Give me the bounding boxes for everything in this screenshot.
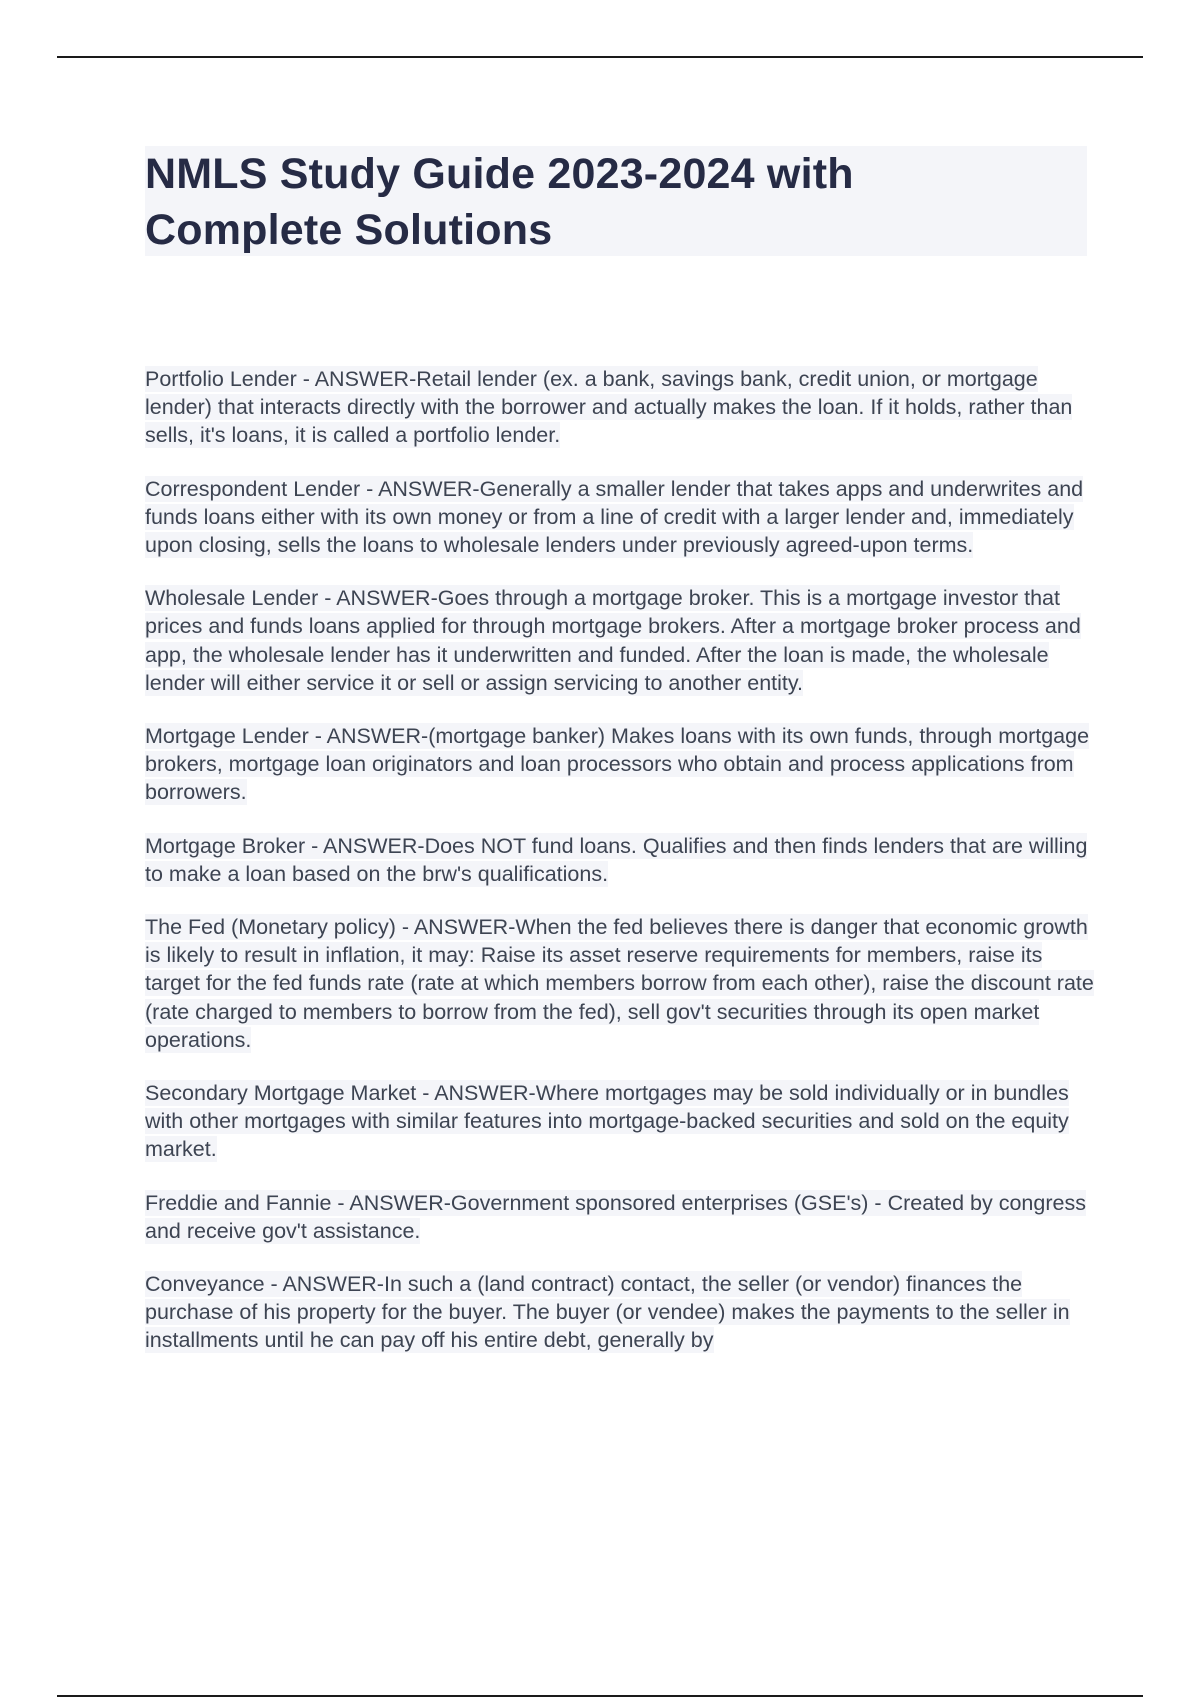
entry-mortgage-broker	[145, 832, 1095, 888]
entry-freddie-and-fannie	[145, 1189, 1095, 1245]
entry-correspondent-lender	[145, 475, 1095, 560]
entry-wholesale-lender	[145, 584, 1095, 697]
entry-the-fed	[145, 913, 1095, 1054]
title-block	[145, 146, 1087, 256]
entry-text: Correspondent Lender - ANSWER-Generally a smaller lender that takes apps and underwrites and funds loans either with its own money or from a line of credit with a larger lender and, immediately upon closing, sells the loans to wholesale lenders under previously agreed-upon terms.	[145, 476, 1084, 558]
title-line-2: Complete Solutions	[145, 206, 553, 254]
document-title	[145, 146, 1087, 258]
title-line-1: NMLS Study Guide 2023-2024 with	[145, 150, 854, 198]
bottom-rule	[57, 1695, 1143, 1697]
entry-secondary-mortgage-market	[145, 1079, 1095, 1164]
entry-text: Mortgage Lender - ANSWER-(mortgage banker) Makes loans with its own funds, through mortgage brokers, mortgage loan originators and loan processors who obtain and process applications from borrowers.	[145, 724, 1090, 805]
top-rule	[57, 56, 1143, 58]
entry-portfolio-lender	[145, 365, 1095, 450]
entry-text: Mortgage Broker - ANSWER-Does NOT fund loans. Qualifies and then finds lenders that are willing to make a loan based on the brw's qualifications.	[145, 833, 1088, 886]
entry-text: Secondary Mortgage Market - ANSWER-Where mortgages may be sold individually or in bundles with other mortgages with similar features into mortgage-backed securities and sold on the equity market.	[145, 1081, 1069, 1162]
entry-text: Portfolio Lender - ANSWER-Retail lender (ex. a bank, savings bank, credit union, or mortgage lender) that interacts directly with the borrower and actually makes the loan. If it holds, rather than sells, it's loans, it is called a portfolio lender.	[145, 367, 1073, 448]
study-entries	[145, 365, 1095, 1380]
entry-text: Freddie and Fannie - ANSWER-Government sponsored enterprises (GSE's) - Created by congress and receive gov't assistance.	[145, 1190, 1086, 1243]
entry-text: The Fed (Monetary policy) - ANSWER-When the fed believes there is danger that economic growth is likely to result in inflation, it may: Raise its asset reserve requirements for members, raise its target for the fed funds rate (rate at which members borrow from each other), raise the discount rate (rate charged to members to borrow from the fed), sell gov't securities through its open market operations.	[145, 915, 1094, 1052]
entry-text: Wholesale Lender - ANSWER-Goes through a mortgage broker. This is a mortgage investor that prices and funds loans applied for through mortgage brokers. After a mortgage broker process and app, the wholesale lender has it underwritten and funded. After the loan is made, the wholesale lender will either service it or sell or assign servicing to another entity.	[145, 586, 1081, 695]
entry-text: Conveyance - ANSWER-In such a (land contract) contact, the seller (or vendor) finances the purchase of his property for the buyer. The buyer (or vendee) makes the payments to the seller in installments until he can pay off his entire debt, generally by	[145, 1272, 1070, 1353]
entry-conveyance	[145, 1270, 1095, 1355]
entry-mortgage-lender	[145, 722, 1095, 807]
